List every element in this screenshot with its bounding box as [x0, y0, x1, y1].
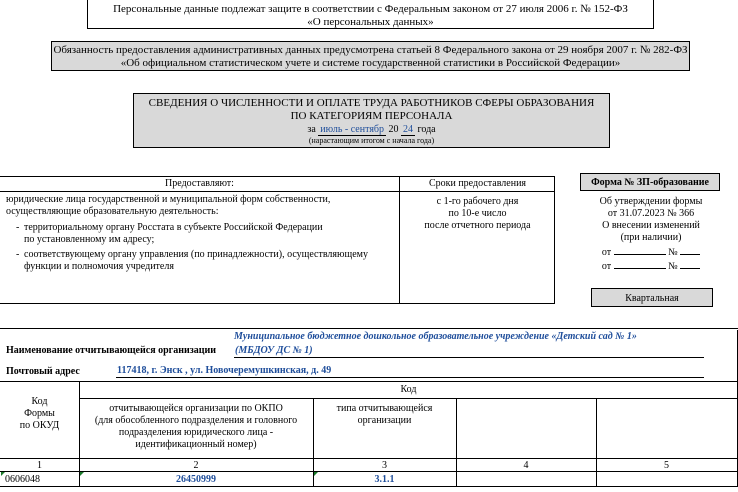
changes-field-1: от № — [575, 245, 727, 259]
okpo-code-value[interactable]: 26450999 — [176, 474, 216, 485]
terms-text — [400, 196, 555, 232]
address-label: Почтовый адрес — [6, 366, 80, 377]
provider-item-2: - соответствующему органу управления (по принадлежности), осуществляющему функции и полномочия учредителя — [6, 249, 398, 273]
obligation-line-1: Обязанность предоставления административных данных предусмотрена статьей 8 Федерального закона от 29 ноября 2007 г. № 282-ФЗ — [53, 44, 688, 56]
personal-data-notice — [87, 0, 654, 29]
changes-date-input-1[interactable] — [614, 245, 666, 255]
obligation-notice — [51, 41, 690, 71]
provider-item-2-line-2: функции и полномочия учредителя — [24, 261, 174, 272]
col-number-3: 3 — [382, 460, 387, 471]
periodicity-box — [591, 288, 713, 307]
changes-field-2: от № — [575, 259, 727, 273]
code-col-5-value[interactable] — [596, 474, 737, 486]
approval-line-1: Об утверждении формы — [599, 196, 703, 207]
changes-date-input-2[interactable] — [614, 259, 666, 269]
cell-marker-2 — [80, 472, 84, 476]
form-name: Форма № ЗП-образование — [591, 177, 709, 188]
org-type-code-value[interactable]: 3.1.1 — [374, 474, 395, 485]
provider-item-1-line-1: территориальному органу Росстата в субъекте Российской Федерации — [24, 222, 323, 233]
code-header: Код — [400, 384, 417, 395]
periodicity: Квартальная — [625, 293, 679, 304]
notice-line-1: Персональные данные подлежат защите в соответствии с Федеральным законом от 27 июля 2006 г. № 152-ФЗ — [113, 3, 628, 15]
title-line-2: ПО КАТЕГОРИЯМ ПЕРСОНАЛА — [290, 110, 453, 122]
org-address[interactable]: 117418, г. Энск , ул. Новочеремушкинская, д. 49 — [117, 365, 332, 376]
cell-marker-1 — [1, 472, 5, 476]
org-full-name[interactable]: Муниципальное бюджетное дошкольное образовательное учреждение «Детский сад № 1» — [234, 331, 637, 342]
year-prefix: 20 — [388, 124, 399, 135]
year-suffix: года — [417, 124, 436, 135]
form-name-box — [580, 173, 720, 191]
okpo-header: отчитывающейся организации по ОКПО (для обособленного подразделения и головного подразделения юридического лица - идентификационный номер) — [94, 403, 298, 450]
providers-text-2: осуществляющие образовательную деятельность: — [6, 206, 219, 217]
term-line-3: после отчетного периода — [424, 220, 531, 231]
term-line-1: с 1-го рабочего дня — [436, 196, 519, 207]
period-prefix: за — [307, 124, 316, 135]
title-line-1: СВЕДЕНИЯ О ЧИСЛЕННОСТИ И ОПЛАТЕ ТРУДА РАБОТНИКОВ СФЕРЫ ОБРАЗОВАНИЯ — [148, 97, 595, 109]
providers-header: Предоставляют: — [165, 178, 234, 189]
code-col-4-value[interactable] — [456, 474, 596, 486]
providers-text — [6, 194, 398, 273]
changes-number-input-1[interactable] — [680, 245, 700, 255]
term-line-2: по 10-е число — [448, 208, 507, 219]
type-header: типа отчитывающейся организации — [336, 403, 433, 426]
form-approval — [575, 196, 727, 273]
provider-item-1-line-2: по установленному им адресу; — [24, 234, 155, 245]
col-number-4: 4 — [523, 460, 529, 471]
provider-item-1: - территориальному органу Росстата в субъекте Российской Федерации по установленному им адресу; — [6, 222, 398, 246]
terms-header: Сроки предоставления — [428, 178, 527, 189]
cell-marker-3 — [314, 472, 318, 476]
col-number-1: 1 — [37, 460, 42, 471]
org-name-label: Наименование отчитывающейся организации — [6, 345, 217, 356]
okud-header: Код Формы по ОКУД — [19, 396, 60, 431]
providers-text-1: юридические лица государственной и муниципальной форм собственности, — [6, 194, 331, 205]
notice-line-2: «О персональных данных» — [307, 16, 434, 28]
approval-line-2: от 31.07.2023 № 366 — [607, 208, 695, 219]
obligation-line-2: «Об официальном статистическом учете и системе государственной статистики в Российской Федерации» — [120, 57, 621, 69]
year-value[interactable]: 24 — [403, 124, 414, 135]
period-note: (нарастающим итогом с начала года) — [308, 136, 435, 145]
changes-line-2: (при наличии) — [620, 232, 682, 243]
provider-item-2-line-1: соответствующему органу управления (по принадлежности), осуществляющему — [24, 249, 368, 260]
form-title-box — [133, 93, 610, 148]
period-value[interactable]: июль - сентябр — [320, 124, 385, 135]
changes-number-input-2[interactable] — [680, 259, 700, 269]
col-number-2: 2 — [193, 460, 199, 471]
col-number-5: 5 — [664, 460, 669, 471]
reporting-period — [134, 124, 609, 136]
org-short-name[interactable]: (МБДОУ ДС № 1) — [235, 345, 313, 356]
okud-code-value[interactable]: 0606048 — [5, 474, 40, 485]
changes-line-1: О внесении изменений — [602, 220, 700, 231]
